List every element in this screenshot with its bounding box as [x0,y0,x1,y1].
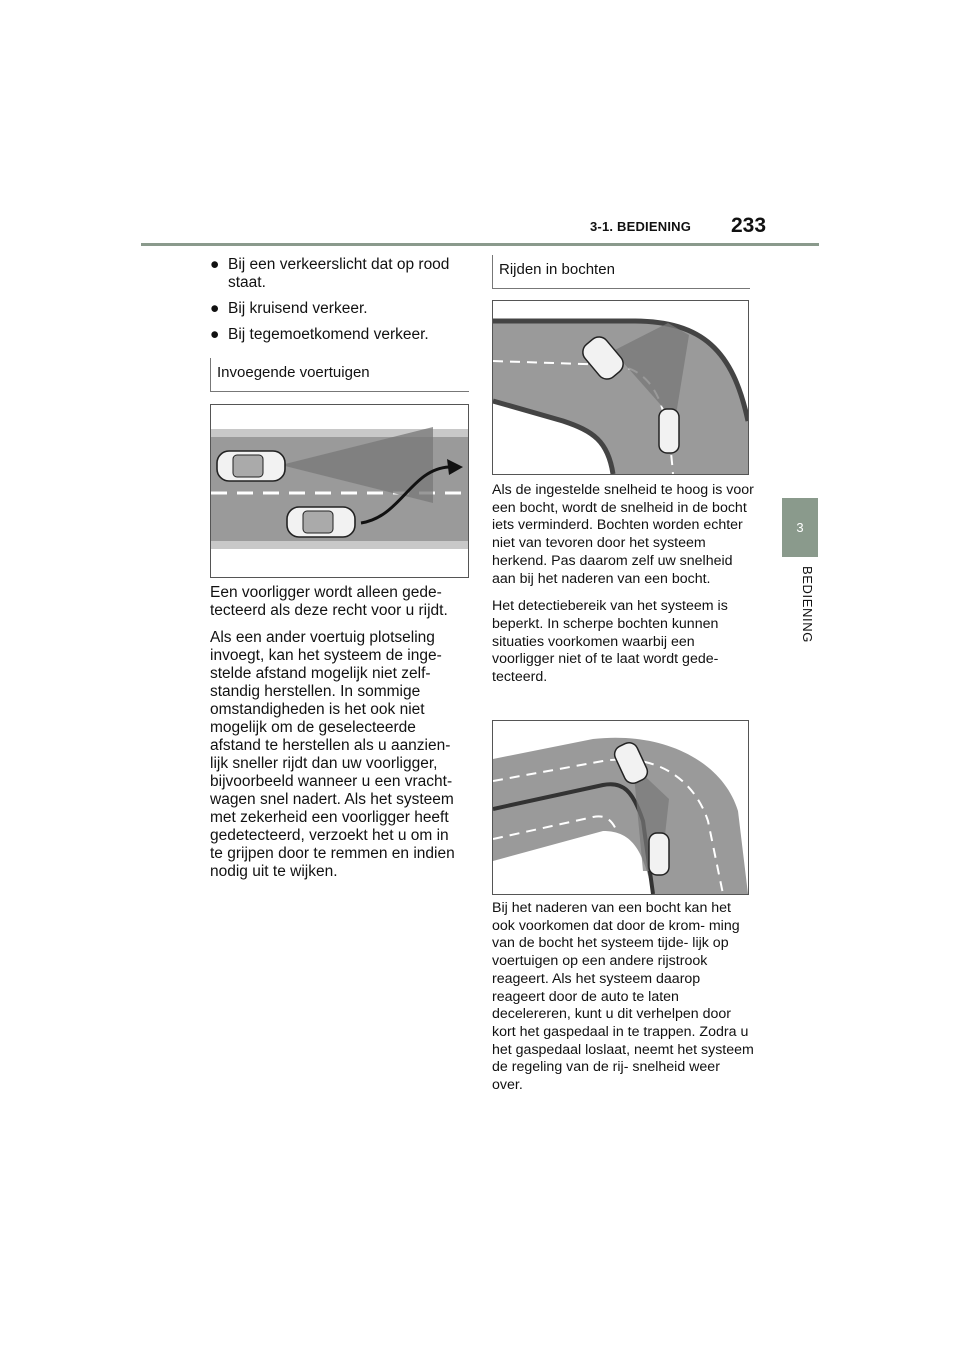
paragraph: Als een ander voertuig plotseling invoegt, kan het systeem de inge- stelde afstand mogelijk niet zelf- standig herstellen. In sommige omstandigheden is het ook niet mogelijk om de geselecteerde afstand te herstellen als u aanzien- lijk sneller rijdt dan uw voorligger, bijvoorbeeld wanneer u een vracht- wagen snel nadert. Als het systeem met zekerheid een voorligger heeft gedetecteerd, verzoekt het u om in te grijpen door te remmen en indien nodig uit te wijken. [210,629,455,880]
left-column [210,256,465,352]
paragraph: Als de ingestelde snelheid te hoog is voor een bocht, wordt de snelheid in de bocht iets verminderd. Bochten worden echter niet van tevoren door het systeem herkend. Pas daarom zelf uw snelheid aan bij het naderen van een bocht. [492,482,754,587]
chapter-tab: 3 [782,498,818,557]
chapter-label: BEDIENING [800,566,815,643]
list-item: ● Bij tegemoetkomend verkeer. [210,326,429,343]
paragraph: Een voorligger wordt alleen gede- tecteerd als deze recht voor u rijdt. [210,584,448,619]
bullet-dot-icon: ● [210,256,220,273]
right-text-2 [492,900,754,1095]
list-item: ● Bij een verkeerslicht dat op rood staat. [210,256,450,291]
left-text [210,584,465,881]
bullet-dot-icon: ● [210,326,220,343]
car-icon [659,409,679,453]
figure-curve-1 [492,300,749,475]
car-icon [287,507,355,537]
figure-curve-2 [492,720,749,895]
header-rule [141,243,819,246]
section-header: 3-1. BEDIENING [590,219,692,234]
right-text-1 [492,482,754,687]
car-icon [649,833,669,875]
section-title-invoegende: Invoegende voertuigen [210,358,469,392]
section-title-bochten: Rijden in bochten [492,255,750,289]
paragraph: Het detectiebereik van het systeem is beperkt. In scherpe bochten kunnen situaties voorkomen waarbij een voorligger niet of te laat wordt gede- tecteerd. [492,598,728,686]
list-item: ● Bij kruisend verkeer. [210,300,368,317]
figure-merging-vehicle [210,404,469,578]
bullet-dot-icon: ● [210,300,220,317]
paragraph: Bij het naderen van een bocht kan het ook voorkomen dat door de krom- ming van de bocht het systeem tijde- lijk op voertuigen op een andere rijstrook reageert. Als het systeem daarop reageert door de auto te laten decelereren, kunt u dit verhelpen door kort het gaspedaal in te trappen. Zodra u het gaspedaal loslaat, neemt het systeem de regeling van de rij- snelheid weer over. [492,900,754,1094]
car-icon [217,451,285,481]
page-number: 233 [731,214,767,237]
